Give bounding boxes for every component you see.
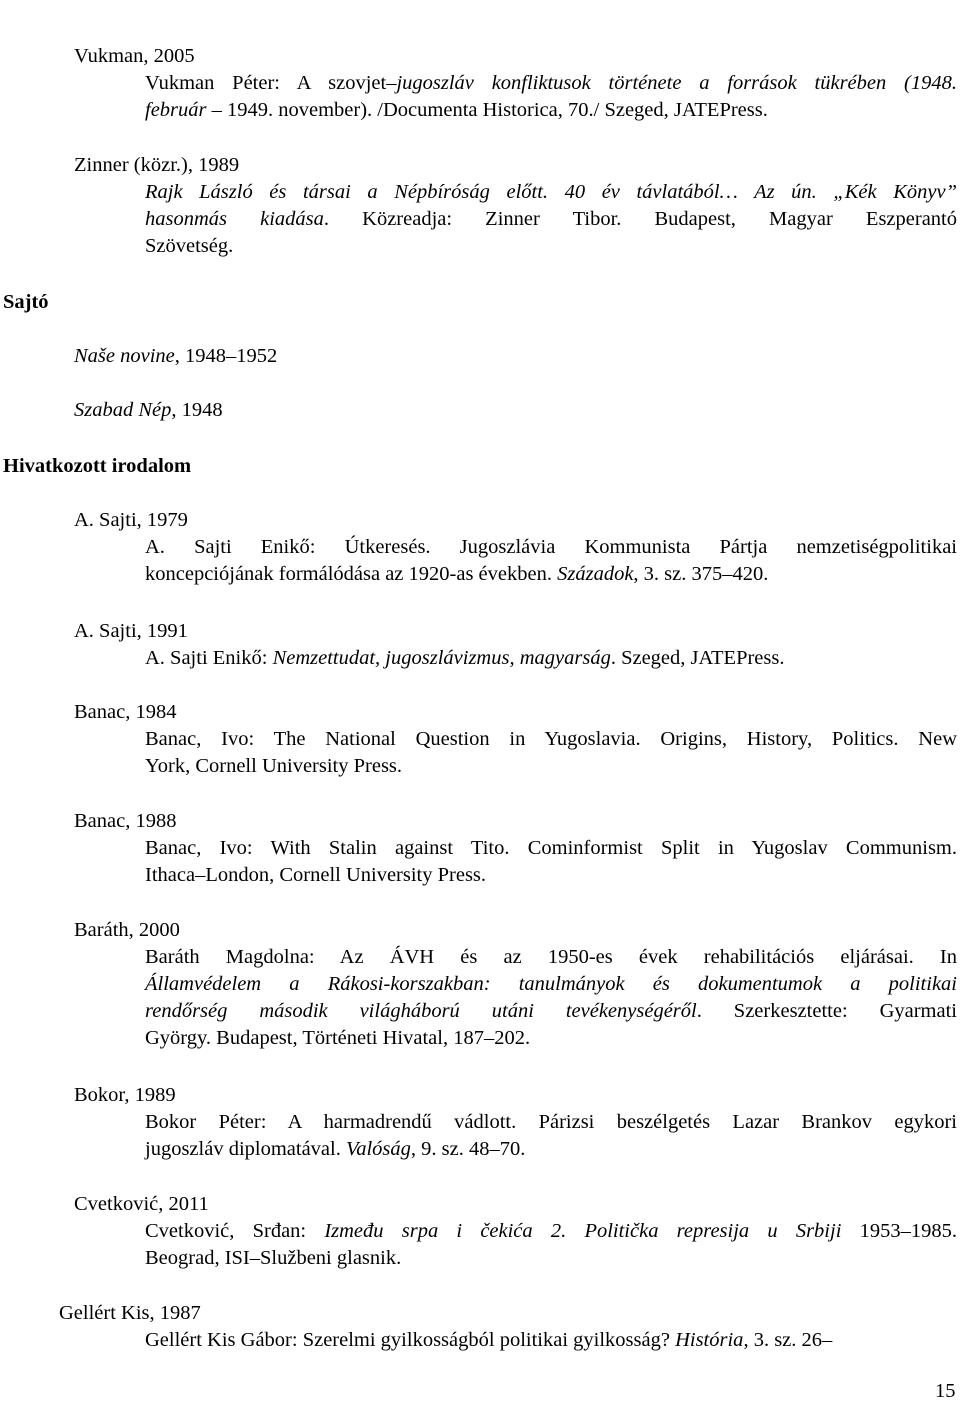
text-run: koncepciójának formálódása az 1920-as években. [145,563,558,585]
text-run: – 1949. november). /Documenta Historica, 70./ Szeged, JATEPress. [206,99,768,121]
text-run: Banac, Ivo: With Stalin against Tito. Cominformist Split in Yugoslav Communism. [145,837,957,859]
reference-line [145,1026,530,1050]
text-run: Ithaca–London, Cornell University Press. [145,864,487,886]
italic-text: Između srpa i čekića 2. Politička represija u Srbiji [324,1220,842,1242]
italic-text: Naše novine [74,345,175,367]
reference-key: Vukman, 2005 [74,45,195,67]
italic-text: Rajk László és társai a Népbíróság előtt. 40 év távlatából… Az ún. „Kék Könyv” [145,181,957,203]
reference-key: Baráth, 2000 [74,919,180,941]
text-run: , 3. sz. 375–420. [633,563,769,585]
reference-line [145,1219,957,1243]
text-run: . Szeged, JATEPress. [610,647,785,669]
text-run: Szövetség. [145,235,234,257]
text-run: jugoszláv diplomatával. [145,1138,346,1160]
text-run: , 3. sz. 26– [743,1329,833,1351]
section-heading-sajto: Sajtó [3,291,49,313]
reference-key: A. Sajti, 1979 [74,509,188,531]
reference-line [145,207,957,231]
reference-line [145,98,768,122]
text-run: 1953–1985. [841,1220,957,1242]
text-run: Gellért Kis Gábor: Szerelmi gyilkosságból politikai gyilkosság? [145,1329,676,1351]
italic-text: Államvédelem a Rákosi-korszakban: tanulmányok és dokumentumok a politikai [145,973,957,995]
reference-line [145,234,233,258]
reference-key: Zinner (közr.), 1989 [74,154,240,176]
italic-text: Szabad Nép [74,399,172,421]
text-run: York, Cornell University Press. [145,755,403,777]
reference-key: Gellért Kis, 1987 [59,1302,201,1324]
italic-text: História [675,1329,744,1351]
text-run: A. Sajti Enikő: Útkeresés. Jugoszlávia Kommunista Pártja nemzetiségpolitikai [145,536,957,558]
reference-line [145,836,957,860]
press-item [74,398,223,422]
text-run: A. Sajti Enikő: [145,647,273,669]
italic-text: Valóság [345,1138,411,1160]
reference-line [145,1328,832,1352]
text-run: , 1948 [171,399,223,421]
reference-line [145,562,768,586]
reference-line [145,945,957,969]
text-run: Bokor Péter: A harmadrendű vádlott. Párizsi beszélgetés Lazar Brankov egykori [145,1111,957,1133]
reference-line [145,180,957,204]
text-run: , 9. sz. 48–70. [410,1138,526,1160]
reference-key: Bokor, 1989 [74,1084,176,1106]
reference-line [145,646,784,670]
reference-line [145,1137,525,1161]
reference-line [145,999,957,1023]
reference-line [145,727,957,751]
text-run: Banac, Ivo: The National Question in Yugoslavia. Origins, History, Politics. New [145,728,957,750]
text-run: Cvetković, Srđan: [145,1220,325,1242]
text-run: Beograd, ISI–Službeni glasnik. [145,1247,402,1269]
section-heading-hivatkozott: Hivatkozott irodalom [3,455,192,477]
reference-line [145,863,486,887]
italic-text: hasonmás kiadása [145,208,324,230]
page-number: 15 [935,1380,956,1402]
reference-line [145,972,957,996]
text-run: Vukman Péter: A szovjet– [145,72,397,94]
reference-key: Banac, 1984 [74,701,177,723]
reference-key: Cvetković, 2011 [74,1193,209,1215]
reference-key: A. Sajti, 1991 [74,620,188,642]
italic-text: Századok [557,563,634,585]
italic-text: Nemzettudat, jugoszlávizmus, magyarság [272,647,611,669]
reference-line [145,535,957,559]
italic-text: február [145,99,207,121]
text-run: György. Budapest, Történeti Hivatal, 187–202. [145,1027,531,1049]
reference-line [145,1110,957,1134]
text-run: Baráth Magdolna: Az ÁVH és az 1950-es évek rehabilitációs eljárásai. In [145,946,957,968]
text-run: . Közreadja: Zinner Tibor. Budapest, Magyar Eszperantó [323,208,957,230]
italic-text: jugoszláv konfliktusok története a források tükrében (1948. [396,72,958,94]
reference-line [145,71,957,95]
reference-line [145,754,402,778]
reference-line [145,1246,401,1270]
text-run: , 1948–1952 [174,345,278,367]
reference-key: Banac, 1988 [74,810,177,832]
text-run: . Szerkesztette: Gyarmati [696,1000,957,1022]
press-item [74,344,277,368]
italic-text: rendőrség második világháború utáni tevékenységéről [145,1000,697,1022]
